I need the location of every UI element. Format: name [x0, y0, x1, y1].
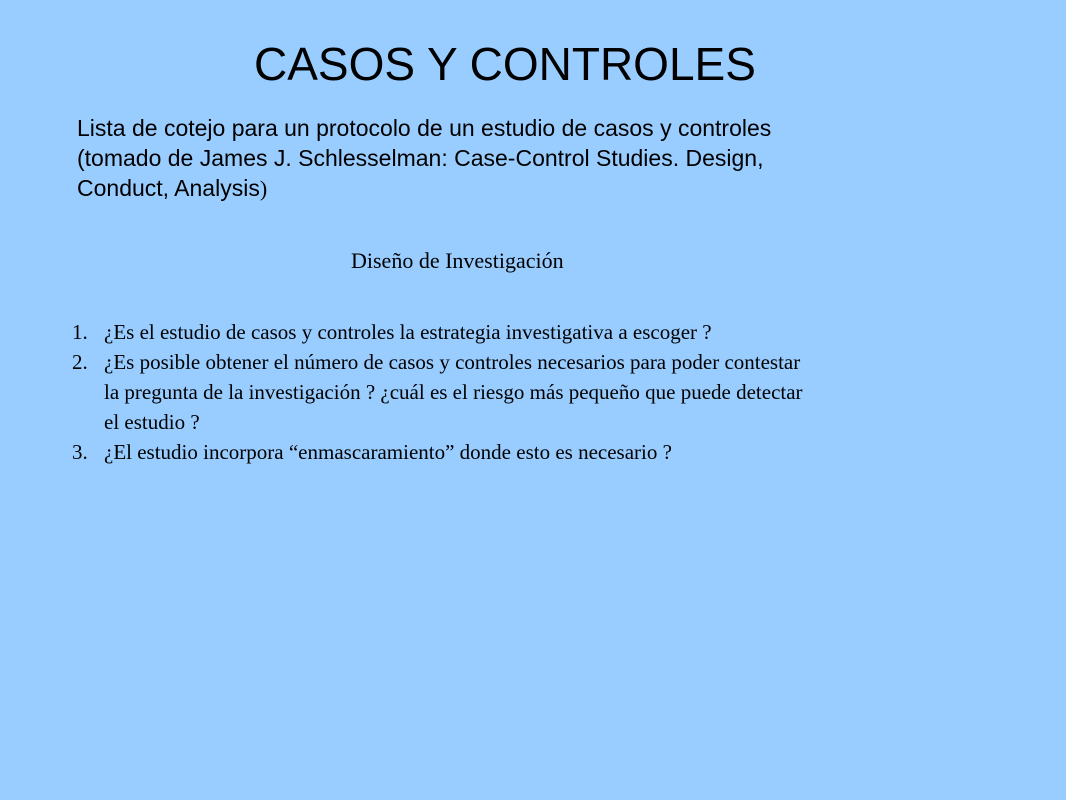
question-number: 3. [72, 440, 88, 464]
question-text-line: ¿Es posible obtener el número de casos y controles necesarios para poder contestar [104, 350, 801, 374]
subtitle-line-2: (tomado de James J. Schlesselman: Case-Control Studies. Design, [77, 145, 764, 171]
question-list [72, 317, 1022, 467]
subtitle-line-3-text: Conduct, Analysis [77, 175, 260, 201]
slide-title: CASOS Y CONTROLES [254, 38, 756, 90]
subtitle-line-3 [77, 173, 897, 204]
question-text-line: el estudio ? [104, 410, 200, 434]
question-number: 1. [72, 320, 88, 344]
subtitle-line-3-closing-paren: ) [259, 176, 268, 201]
subtitle-line-1: Lista de cotejo para un protocolo de un estudio de casos y controles [77, 115, 772, 141]
list-item-question-1 [72, 317, 1022, 347]
list-item-question-2 [72, 347, 1022, 437]
question-text-line: ¿El estudio incorpora “enmascaramiento” donde esto es necesario ? [104, 440, 672, 464]
section-heading: Diseño de Investigación [351, 248, 564, 273]
question-text-line: la pregunta de la investigación ? ¿cuál es el riesgo más pequeño que puede detectar [104, 380, 803, 404]
list-item-question-3 [72, 437, 1022, 467]
question-text-line: ¿Es el estudio de casos y controles la estrategia investigativa a escoger ? [104, 320, 712, 344]
question-number: 2. [72, 350, 88, 374]
slide-subtitle [77, 113, 897, 204]
